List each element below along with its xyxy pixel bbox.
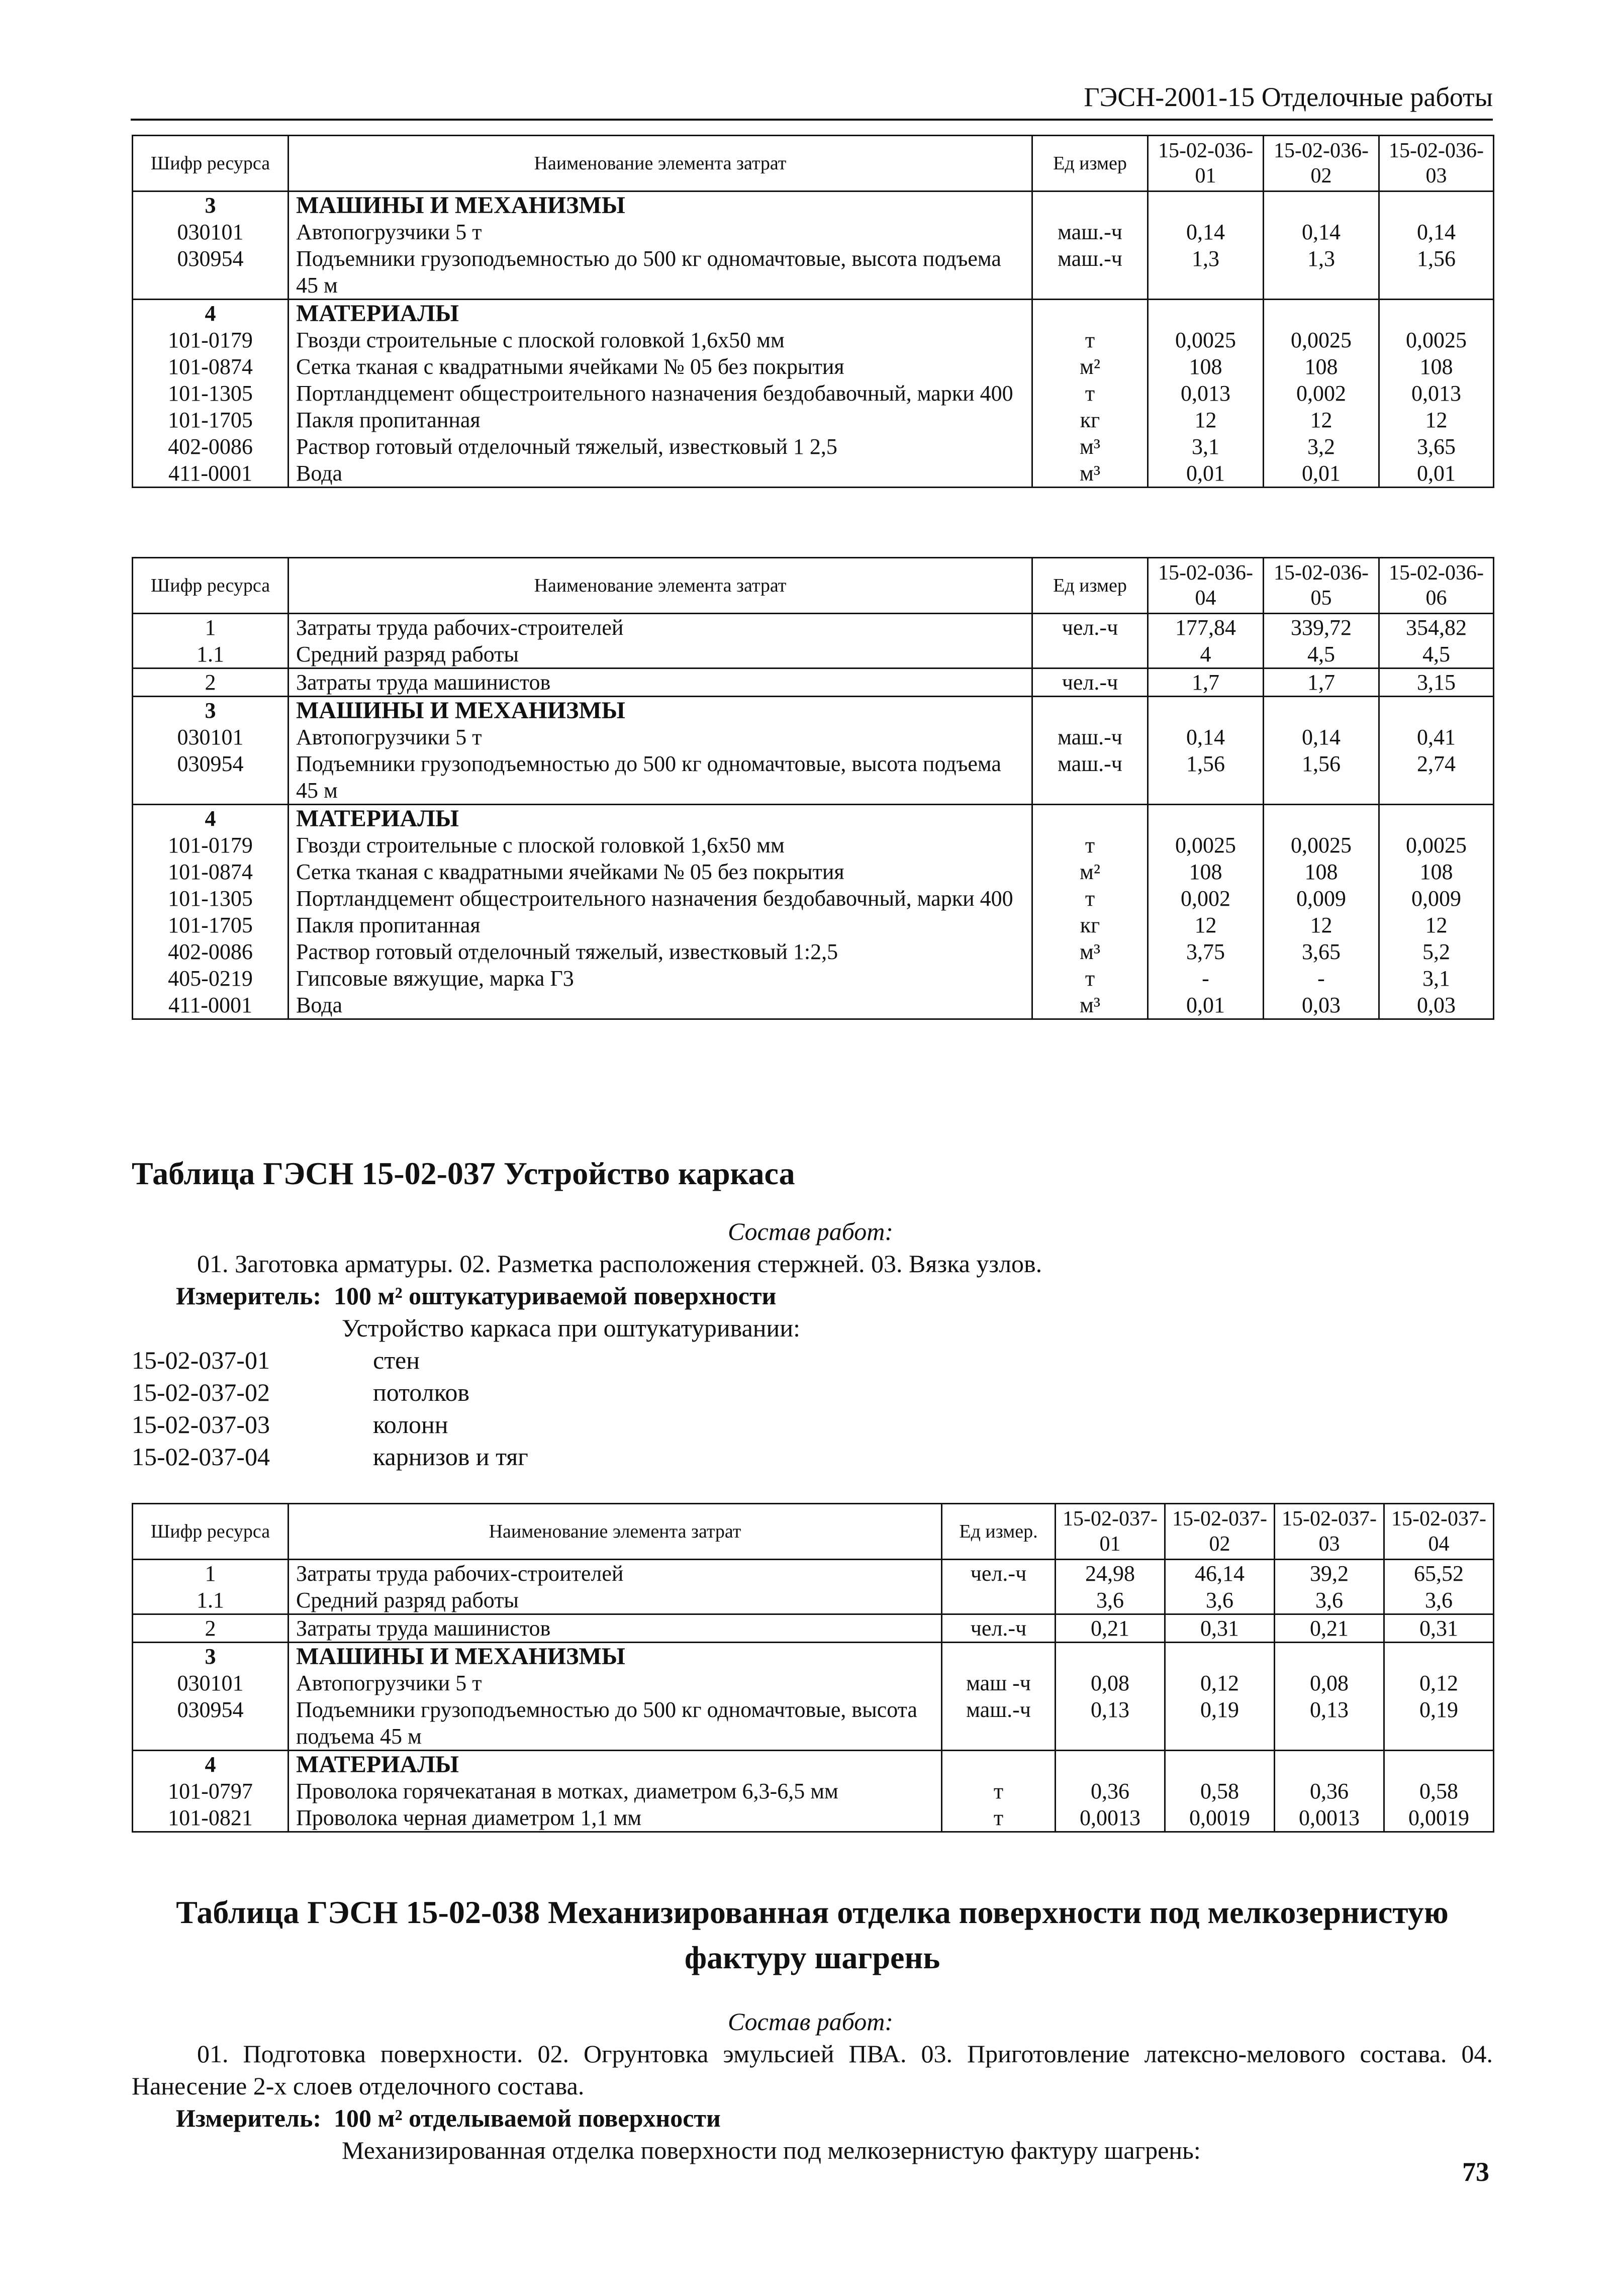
resource-code: 402-0086: [133, 433, 289, 460]
resource-code: 030101: [133, 1670, 289, 1696]
norm-value: [1275, 1643, 1384, 1670]
header-cell: 15-02-036-06: [1379, 558, 1494, 614]
norm-value: 1,56: [1264, 750, 1379, 805]
norm-value: 0,0013: [1056, 1804, 1165, 1832]
norm-value: [1148, 805, 1264, 832]
norm-value: 12: [1379, 912, 1494, 938]
table-row: [133, 353, 1494, 380]
norm-value: 0,0025: [1264, 832, 1379, 858]
resource-name: Подъемники грузоподъемностью до 500 кг одномачтовые, высота подъема 45 м: [289, 750, 1032, 805]
resource-table-037: [132, 1503, 1494, 1833]
unit-of-measure: чел.-ч: [942, 1560, 1056, 1587]
table-row: [133, 433, 1494, 460]
norm-value: 0,21: [1056, 1614, 1165, 1643]
table-row: [133, 407, 1494, 433]
norm-value: 108: [1148, 858, 1264, 885]
norm-value: 108: [1148, 353, 1264, 380]
resource-code: 411-0001: [133, 992, 289, 1019]
header-cell: Шифр ресурса: [133, 1504, 289, 1560]
norm-value: [1165, 1751, 1275, 1778]
norm-value: 0,0013: [1275, 1804, 1384, 1832]
norm-value: 0,14: [1148, 724, 1264, 750]
resource-code: 101-0179: [133, 832, 289, 858]
resource-code: 101-1305: [133, 885, 289, 912]
norm-value: 0,0025: [1148, 327, 1264, 353]
resource-code: 1: [133, 1560, 289, 1587]
unit-of-measure: т: [942, 1804, 1056, 1832]
norm-value: 0,14: [1379, 219, 1494, 245]
norm-value: [1384, 1751, 1494, 1778]
norm-value: 0,58: [1384, 1778, 1494, 1804]
resource-name: Портландцемент общестроительного назначения бездобавочный, марки 400: [289, 380, 1032, 407]
unit-of-measure: маш.-ч: [1032, 724, 1148, 750]
unit-of-measure: т: [1032, 380, 1148, 407]
norm-value: 0,002: [1264, 380, 1379, 407]
meter-text: 100 м² отделываемой поверхности: [334, 2104, 721, 2132]
table-row: [133, 724, 1494, 750]
section-row: [133, 697, 1494, 724]
unit-of-measure: м³: [1032, 460, 1148, 488]
unit-of-measure: [1032, 805, 1148, 832]
table-row: [133, 832, 1494, 858]
norm-value: 3,65: [1379, 433, 1494, 460]
unit-of-measure: чел.-ч: [942, 1614, 1056, 1643]
norm-value: 354,82: [1379, 614, 1494, 641]
norm-value: 108: [1264, 858, 1379, 885]
unit-of-measure: [942, 1751, 1056, 1778]
unit-of-measure: [942, 1587, 1056, 1614]
header-cell: 15-02-037-02: [1165, 1504, 1275, 1560]
work-composition-heading: Состав работ:: [727, 1217, 894, 1246]
section-intro: Устройство каркаса при оштукатуривании:: [342, 1314, 800, 1342]
norm-value: 46,14: [1165, 1560, 1275, 1587]
table-row: [133, 1587, 1494, 1614]
unit-of-measure: м³: [1032, 433, 1148, 460]
norm-value: [1148, 300, 1264, 327]
unit-of-measure: т: [1032, 965, 1148, 992]
norm-value: 108: [1379, 353, 1494, 380]
norm-value: 0,12: [1165, 1670, 1275, 1696]
norm-value: [1264, 300, 1379, 327]
norm-value: 0,0019: [1165, 1804, 1275, 1832]
norm-value: [1384, 1643, 1494, 1670]
norm-value: 0,41: [1379, 724, 1494, 750]
resource-name: Затраты труда рабочих-строителей: [289, 1560, 942, 1587]
norm-value: 1,3: [1264, 245, 1379, 300]
norm-value: 12: [1379, 407, 1494, 433]
header-cell: Шифр ресурса: [133, 136, 289, 192]
norm-value: 0,013: [1379, 380, 1494, 407]
resource-code: 101-0874: [133, 858, 289, 885]
table-row: [133, 992, 1494, 1019]
table-row: [133, 1804, 1494, 1832]
unit-of-measure: м²: [1032, 353, 1148, 380]
resource-code: 4: [133, 805, 289, 832]
unit-of-measure: м³: [1032, 992, 1148, 1019]
norm-value: 0,013: [1148, 380, 1264, 407]
norm-value: 0,01: [1148, 992, 1264, 1019]
meter-label: Измеритель:: [176, 2104, 322, 2132]
norm-value: 1,3: [1148, 245, 1264, 300]
resource-code: 030101: [133, 724, 289, 750]
resource-code: 3: [133, 1643, 289, 1670]
header-cell: Наименование элемента затрат: [289, 1504, 942, 1560]
norm-value: 3,6: [1384, 1587, 1494, 1614]
norm-value: 108: [1379, 858, 1494, 885]
norm-value: 0,0025: [1264, 327, 1379, 353]
section-038-title: [132, 1890, 1493, 1980]
table-row: [133, 1778, 1494, 1804]
norm-value: 0,0025: [1379, 832, 1494, 858]
resource-code: 4: [133, 300, 289, 327]
resource-name: Гвозди строительные с плоской головкой 1,6х50 мм: [289, 832, 1032, 858]
norm-value: 0,12: [1384, 1670, 1494, 1696]
norm-value: 3,6: [1056, 1587, 1165, 1614]
resource-name: Подъемники грузоподъемностью до 500 кг одномачтовые, высота подъема 45 м: [289, 245, 1032, 300]
unit-of-measure: [1032, 192, 1148, 219]
code-number: 15-02-037-03: [132, 1410, 270, 1439]
header-cell: 15-02-036-05: [1264, 558, 1379, 614]
code-description: карнизов и тяг: [373, 1443, 528, 1471]
resource-name: Пакля пропитанная: [289, 912, 1032, 938]
resource-code: 2: [133, 668, 289, 697]
resource-name: Раствор готовый отделочный тяжелый, известковый 1 2,5: [289, 433, 1032, 460]
unit-of-measure: [1032, 641, 1148, 668]
resource-name: Портландцемент общестроительного назначения бездобавочный, марки 400: [289, 885, 1032, 912]
norm-value: 3,1: [1148, 433, 1264, 460]
norm-value: 12: [1264, 912, 1379, 938]
norm-value: 0,36: [1056, 1778, 1165, 1804]
norm-value: 65,52: [1384, 1560, 1494, 1587]
norm-value: 177,84: [1148, 614, 1264, 641]
meter-text: 100 м² оштукатуриваемой поверхности: [334, 1282, 777, 1310]
norm-value: [1264, 805, 1379, 832]
resource-name: Проволока горячекатаная в мотках, диаметром 6,3-6,5 мм: [289, 1778, 942, 1804]
unit-of-measure: [1032, 697, 1148, 724]
section-038-title-line1: Таблица ГЭСН 15-02-038 Механизированная отделка поверхности под мелкозернистую: [176, 1894, 1449, 1930]
norm-value: 3,6: [1275, 1587, 1384, 1614]
norm-value: 0,01: [1264, 460, 1379, 488]
table-row: [133, 965, 1494, 992]
table-header-row: [133, 558, 1494, 614]
norm-value: [1264, 697, 1379, 724]
resource-table-036-01-03: [132, 135, 1494, 488]
resource-table-036-04-06: [132, 557, 1494, 1020]
table-row: [133, 912, 1494, 938]
norm-value: [1148, 192, 1264, 219]
header-cell: 15-02-037-01: [1056, 1504, 1165, 1560]
norm-value: 0,002: [1148, 885, 1264, 912]
norm-value: [1056, 1643, 1165, 1670]
resource-name: Раствор готовый отделочный тяжелый, известковый 1:2,5: [289, 938, 1032, 965]
norm-value: 0,36: [1275, 1778, 1384, 1804]
norm-value: 39,2: [1275, 1560, 1384, 1587]
resource-name: Гипсовые вяжущие, марка Г3: [289, 965, 1032, 992]
norm-value: [1264, 192, 1379, 219]
header-cell: Ед измер: [1032, 558, 1148, 614]
norm-value: [1148, 697, 1264, 724]
table-row: [133, 641, 1494, 668]
resource-name: Проволока черная диаметром 1,1 мм: [289, 1804, 942, 1832]
resource-code: 030954: [133, 1696, 289, 1751]
norm-value: 0,13: [1056, 1696, 1165, 1751]
unit-of-measure: кг: [1032, 407, 1148, 433]
norm-value: 0,14: [1148, 219, 1264, 245]
table-row: [133, 219, 1494, 245]
resource-code: 101-1305: [133, 380, 289, 407]
norm-value: 3,75: [1148, 938, 1264, 965]
resource-code: 1.1: [133, 1587, 289, 1614]
resource-code: 030954: [133, 245, 289, 300]
table-row: [133, 327, 1494, 353]
norm-value: 2,74: [1379, 750, 1494, 805]
norm-value: 0,14: [1264, 724, 1379, 750]
resource-code: 101-0874: [133, 353, 289, 380]
norm-value: 12: [1264, 407, 1379, 433]
code-description: колонн: [373, 1410, 448, 1439]
resource-code: 4: [133, 1751, 289, 1778]
unit-of-measure: [1032, 300, 1148, 327]
section-row: [133, 300, 1494, 327]
norm-value: 24,98: [1056, 1560, 1165, 1587]
norm-value: 4: [1148, 641, 1264, 668]
code-number: 15-02-037-01: [132, 1346, 270, 1374]
running-header: ГЭСН-2001-15 Отделочные работы: [131, 80, 1493, 121]
resource-code: 3: [133, 697, 289, 724]
resource-name: Затраты труда машинистов: [289, 668, 1032, 697]
table-row: [133, 380, 1494, 407]
unit-of-measure: т: [1032, 885, 1148, 912]
section-heading: МАТЕРИАЛЫ: [289, 1751, 942, 1778]
resource-code: 1: [133, 614, 289, 641]
code-description: стен: [373, 1346, 420, 1374]
norm-value: [1165, 1643, 1275, 1670]
code-number: 15-02-037-02: [132, 1378, 270, 1406]
code-description: потолков: [373, 1378, 469, 1406]
resource-code: 411-0001: [133, 460, 289, 488]
unit-of-measure: м²: [1032, 858, 1148, 885]
unit-of-measure: т: [942, 1778, 1056, 1804]
table-row: [133, 750, 1494, 805]
resource-code: 101-0179: [133, 327, 289, 353]
norm-value: 3,2: [1264, 433, 1379, 460]
section-heading: МАТЕРИАЛЫ: [289, 300, 1032, 327]
unit-of-measure: маш.-ч: [1032, 219, 1148, 245]
header-cell: 15-02-037-04: [1384, 1504, 1494, 1560]
resource-code: 3: [133, 192, 289, 219]
resource-code: 101-1705: [133, 912, 289, 938]
table-row: [133, 1614, 1494, 1643]
resource-code: 405-0219: [133, 965, 289, 992]
table-row: [133, 460, 1494, 488]
table-row: [133, 1670, 1494, 1696]
resource-code: 402-0086: [133, 938, 289, 965]
norm-value: [1379, 697, 1494, 724]
resource-code: 101-0797: [133, 1778, 289, 1804]
unit-of-measure: маш.-ч: [942, 1696, 1056, 1751]
norm-value: 0,13: [1275, 1696, 1384, 1751]
norm-value: 1,56: [1379, 245, 1494, 300]
header-cell: Наименование элемента затрат: [289, 558, 1032, 614]
norm-value: 0,08: [1275, 1670, 1384, 1696]
norm-value: 108: [1264, 353, 1379, 380]
unit-of-measure: чел.-ч: [1032, 614, 1148, 641]
norm-value: 12: [1148, 407, 1264, 433]
norm-value: -: [1264, 965, 1379, 992]
norm-value: [1056, 1751, 1165, 1778]
table-row: [133, 885, 1494, 912]
resource-code: 101-0821: [133, 1804, 289, 1832]
resource-code: 030101: [133, 219, 289, 245]
work-composition-text: 01. Подготовка поверхности. 02. Огрунтовка эмульсией ПВА. 03. Приготовление латексно-мелового состава. 04. Нанесение 2-х слоев отделочного состава.: [132, 2040, 1493, 2100]
table-header-row: [133, 1504, 1494, 1560]
norm-value: 0,009: [1379, 885, 1494, 912]
resource-name: Средний разряд работы: [289, 641, 1032, 668]
norm-value: 3,1: [1379, 965, 1494, 992]
section-heading: МАТЕРИАЛЫ: [289, 805, 1032, 832]
section-037-title: Таблица ГЭСН 15-02-037 Устройство каркаса: [132, 1156, 795, 1191]
header-cell: 15-02-037-03: [1275, 1504, 1384, 1560]
norm-value: 4,5: [1264, 641, 1379, 668]
norm-value: 3,6: [1165, 1587, 1275, 1614]
table-row: [133, 858, 1494, 885]
unit-of-measure: маш.-ч: [1032, 750, 1148, 805]
resource-name: Подъемники грузоподъемностью до 500 кг одномачтовые, высота подъема 45 м: [289, 1696, 942, 1751]
resource-code: 2: [133, 1614, 289, 1643]
section-row: [133, 1751, 1494, 1778]
norm-value: 0,03: [1264, 992, 1379, 1019]
norm-value: [1379, 805, 1494, 832]
norm-value: 12: [1148, 912, 1264, 938]
norm-value: 0,0019: [1384, 1804, 1494, 1832]
resource-name: Автопогрузчики 5 т: [289, 724, 1032, 750]
table-row: [133, 614, 1494, 641]
norm-value: 0,01: [1379, 460, 1494, 488]
header-cell: Ед измер: [1032, 136, 1148, 192]
norm-value: 1,7: [1264, 668, 1379, 697]
resource-name: Затраты труда рабочих-строителей: [289, 614, 1032, 641]
norm-value: 0,009: [1264, 885, 1379, 912]
norm-value: 3,15: [1379, 668, 1494, 697]
header-cell: 15-02-036-04: [1148, 558, 1264, 614]
norm-value: 0,14: [1264, 219, 1379, 245]
section-038-title-line2: фактуру шагрень: [684, 1940, 940, 1975]
unit-of-measure: маш.-ч: [1032, 245, 1148, 300]
resource-code: 101-1705: [133, 407, 289, 433]
norm-value: 0,31: [1384, 1614, 1494, 1643]
header-cell: Ед измер.: [942, 1504, 1056, 1560]
code-number: 15-02-037-04: [132, 1443, 270, 1471]
norm-value: 0,03: [1379, 992, 1494, 1019]
norm-value: 0,21: [1275, 1614, 1384, 1643]
unit-of-measure: кг: [1032, 912, 1148, 938]
norm-value: -: [1148, 965, 1264, 992]
unit-of-measure: т: [1032, 327, 1148, 353]
norm-value: 0,31: [1165, 1614, 1275, 1643]
norm-value: 1,56: [1148, 750, 1264, 805]
norm-value: 4,5: [1379, 641, 1494, 668]
unit-of-measure: маш -ч: [942, 1670, 1056, 1696]
unit-of-measure: т: [1032, 832, 1148, 858]
work-composition-text: 01. Заготовка арматуры. 02. Разметка расположения стержней. 03. Вязка узлов.: [197, 1250, 1042, 1278]
resource-name: Гвозди строительные с плоской головкой 1,6х50 мм: [289, 327, 1032, 353]
unit-of-measure: [942, 1643, 1056, 1670]
section-row: [133, 805, 1494, 832]
resource-name: Вода: [289, 992, 1032, 1019]
norm-value: 3,65: [1264, 938, 1379, 965]
page-number: 73: [1462, 2157, 1489, 2187]
header-cell: Шифр ресурса: [133, 558, 289, 614]
norm-value: 0,08: [1056, 1670, 1165, 1696]
resource-name: Автопогрузчики 5 т: [289, 1670, 942, 1696]
table-row: [133, 1560, 1494, 1587]
norm-value: 0,19: [1384, 1696, 1494, 1751]
section-row: [133, 192, 1494, 219]
section-row: [133, 1643, 1494, 1670]
norm-value: [1379, 192, 1494, 219]
resource-code: 1.1: [133, 641, 289, 668]
resource-name: Сетка тканая с квадратными ячейками № 05 без покрытия: [289, 353, 1032, 380]
norm-value: 5,2: [1379, 938, 1494, 965]
table-row: [133, 668, 1494, 697]
norm-value: 339,72: [1264, 614, 1379, 641]
norm-value: 0,58: [1165, 1778, 1275, 1804]
table-row: [133, 938, 1494, 965]
resource-name: Средний разряд работы: [289, 1587, 942, 1614]
norm-value: [1379, 300, 1494, 327]
norm-value: 0,0025: [1148, 832, 1264, 858]
resource-name: Затраты труда машинистов: [289, 1614, 942, 1643]
header-cell: 15-02-036-02: [1264, 136, 1379, 192]
header-cell: 15-02-036-03: [1379, 136, 1494, 192]
table-header-row: [133, 136, 1494, 192]
norm-value: 0,19: [1165, 1696, 1275, 1751]
resource-name: Вода: [289, 460, 1032, 488]
section-heading: МАШИНЫ И МЕХАНИЗМЫ: [289, 697, 1032, 724]
meter-label: Измеритель:: [176, 1282, 322, 1310]
unit-of-measure: чел.-ч: [1032, 668, 1148, 697]
norm-value: [1275, 1751, 1384, 1778]
norm-value: 0,01: [1148, 460, 1264, 488]
header-cell: Наименование элемента затрат: [289, 136, 1032, 192]
norm-value: 1,7: [1148, 668, 1264, 697]
table-row: [133, 1696, 1494, 1751]
section-intro: Механизированная отделка поверхности под мелкозернистую фактуру шагрень:: [342, 2136, 1201, 2164]
unit-of-measure: м³: [1032, 938, 1148, 965]
resource-name: Автопогрузчики 5 т: [289, 219, 1032, 245]
resource-name: Сетка тканая с квадратными ячейками № 05 без покрытия: [289, 858, 1032, 885]
section-heading: МАШИНЫ И МЕХАНИЗМЫ: [289, 192, 1032, 219]
section-heading: МАШИНЫ И МЕХАНИЗМЫ: [289, 1643, 942, 1670]
resource-code: 030954: [133, 750, 289, 805]
resource-name: Пакля пропитанная: [289, 407, 1032, 433]
table-row: [133, 245, 1494, 300]
header-cell: 15-02-036-01: [1148, 136, 1264, 192]
norm-value: 0,0025: [1379, 327, 1494, 353]
work-composition-heading: Состав работ:: [727, 2007, 894, 2036]
